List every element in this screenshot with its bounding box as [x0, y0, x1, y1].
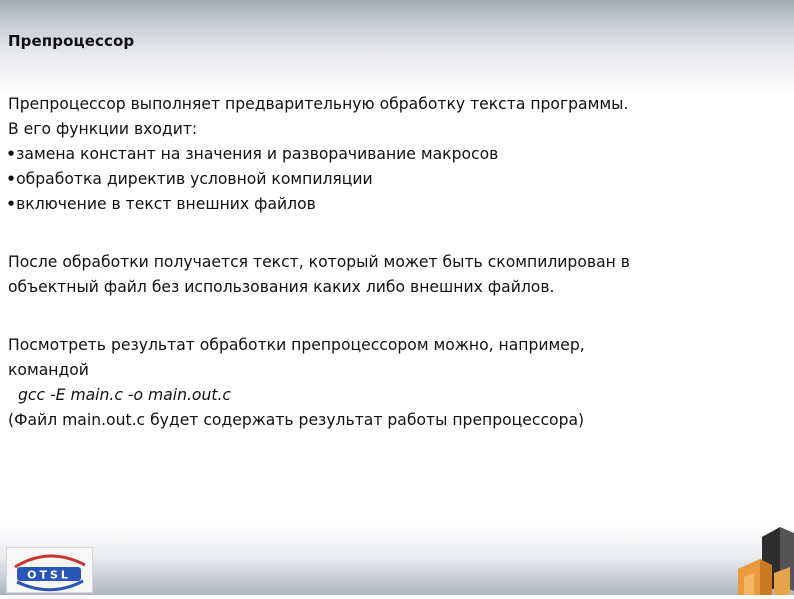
svg-text:OTSL: OTSL — [27, 568, 71, 582]
result-paragraph-line: объектный файл без использования каких либо внешних файлов. — [8, 278, 555, 296]
slide-content — [8, 92, 778, 433]
result-paragraph-line: После обработки получается текст, который может быть скомпилирован в — [8, 253, 630, 271]
otsl-logo — [6, 547, 93, 593]
paragraph-gap — [8, 300, 778, 333]
paragraph-gap — [8, 217, 778, 250]
corner-decoration-graphic — [734, 525, 794, 595]
view-paragraph-line: командой — [8, 361, 89, 379]
function-list-item: ● включение в текст внешних файлов — [8, 192, 778, 217]
output-note: (Файл main.out.c будет содержать результат работы препроцессора) — [8, 411, 585, 429]
intro-line: Препроцессор выполняет предварительную обработку текста программы. — [8, 95, 629, 113]
command-example: gcc -E main.c -o main.out.c — [18, 386, 231, 404]
view-paragraph-line: Посмотреть результат обработки препроцессором можно, например, — [8, 336, 585, 354]
footer-gradient-band — [0, 525, 794, 595]
function-list-item: ● замена констант на значения и разворачивание макросов — [8, 142, 778, 167]
slide-title: Препроцессор — [8, 32, 135, 50]
intro-line: В его функции входит: — [8, 120, 198, 138]
function-list-item: ● обработка директив условной компиляции — [8, 167, 778, 192]
